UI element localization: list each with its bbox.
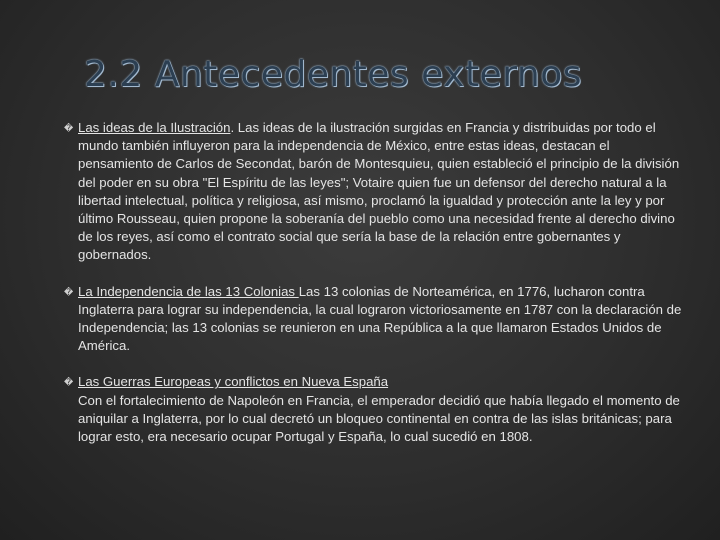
bullet-text: . Las ideas de la ilustración surgidas en Francia y distribuidas por todo el mundo también influyeron para la independencia de México, entre estas ideas, destacan el pensamiento de Carlos de Secondat, barón de Montesquieu, quien estableció el principio de la división del poder en su obra "El Espíritu de las leyes"; Votaire quien fue un defensor del derecho natural a la libertad intelectual, política y religiosa, así mismo, proclamó la igualdad y protección ante la ley y por último Rousseau, quien propone la soberanía del pueblo como una necesidad frente al derecho divino de los reyes, así como el contrato social que sería la base de la relación entre gobernantes y gobernados. bbox=[78, 120, 680, 263]
bullet-text: Con el fortalecimiento de Napoleón en Francia, el emperador decidió que había llegado el momento de aniquilar a Inglaterra, por lo cual decretó un bloqueo continental en contra de las islas británicas; para lograr esto, era necesario ocupar Portugal y España, lo cual sucedió en 1808. bbox=[78, 392, 680, 445]
bullet-body bbox=[78, 119, 684, 265]
bullet-item-13-colonias bbox=[64, 283, 684, 356]
slide-title: 2.2 Antecedentes externos bbox=[84, 54, 582, 95]
bullet-marker-icon: � bbox=[64, 378, 74, 389]
bullet-list bbox=[64, 119, 684, 464]
bullet-item-ilustracion bbox=[64, 119, 684, 265]
link-guerras-europeas[interactable]: Las Guerras Europeas y conflictos en Nueva España bbox=[78, 374, 389, 390]
bullet-body bbox=[78, 283, 684, 356]
link-independencia-13-colonias[interactable]: La Independencia de las 13 Colonias bbox=[78, 283, 299, 299]
bullet-text: Las 13 colonias de Norteamérica, en 1776, lucharon contra Inglaterra para lograr su independencia, la cual lograron victoriosamente en 1787 con la declaración de Independencia; las 13 colonias se reunieron en una República a la que llamaron Estados Unidos de América. bbox=[78, 283, 682, 354]
bullet-item-guerras-europeas bbox=[64, 373, 684, 446]
bullet-marker-icon: � bbox=[64, 124, 74, 134]
bullet-marker-icon: � bbox=[64, 287, 74, 298]
link-ideas-ilustracion[interactable]: Las ideas de la Ilustración bbox=[78, 120, 231, 135]
bullet-body bbox=[78, 373, 684, 446]
